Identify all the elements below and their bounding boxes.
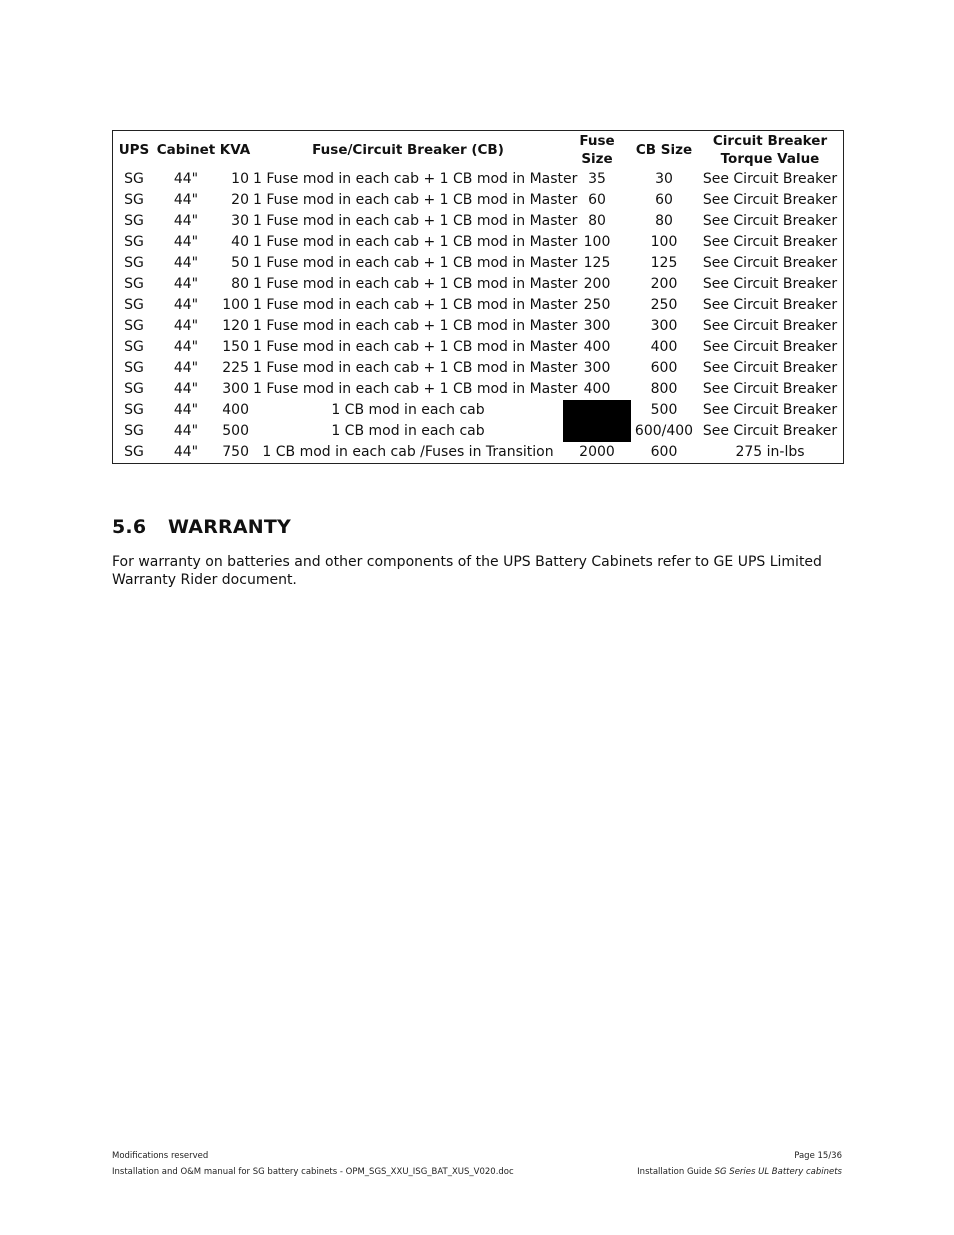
table-row: [113, 232, 844, 253]
table-row: [113, 274, 844, 295]
cell-kva: 100: [222, 297, 249, 313]
cell-cb-size: 600/400: [634, 423, 694, 439]
footer-guide-prefix: Installation Guide: [637, 1167, 712, 1177]
cell-kva: 80: [231, 276, 249, 292]
cell-fuse-cb: 1 Fuse mod in each cab + 1 CB mod in Master: [253, 213, 578, 229]
cell-ups: SG: [124, 360, 144, 376]
cell-cb-size: 400: [650, 339, 678, 355]
cell-cb-size: 100: [650, 234, 678, 250]
table-header: [113, 131, 844, 170]
cell-ups: SG: [124, 276, 144, 292]
cell-cb-size: 200: [650, 276, 678, 292]
cell-cb-size: 125: [650, 255, 678, 271]
cell-cb-size: 30: [655, 171, 673, 187]
cell-torque: See Circuit Breaker: [702, 276, 838, 292]
cell-torque: See Circuit Breaker: [702, 297, 838, 313]
cell-cb-size: 500: [650, 402, 678, 418]
cell-kva: 150: [222, 339, 249, 355]
cell-fuse-size: 100: [583, 234, 611, 250]
cell-torque: See Circuit Breaker: [702, 381, 838, 397]
cell-kva: 225: [222, 360, 249, 376]
cell-kva: 10: [231, 171, 249, 187]
section-number: 5.6: [112, 516, 147, 538]
cell-cabinet: 44": [173, 381, 199, 397]
cell-ups: SG: [124, 171, 144, 187]
cell-fuse-size: 2000: [579, 444, 615, 460]
header-cb-size: CB Size: [635, 142, 693, 158]
cell-cabinet: 44": [173, 318, 199, 334]
cell-ups: SG: [124, 213, 144, 229]
footer-row-1: [112, 1151, 842, 1163]
cell-fuse-cb: 1 Fuse mod in each cab + 1 CB mod in Master: [253, 276, 578, 292]
header-cabinet: Cabinet: [156, 142, 216, 158]
cell-torque: See Circuit Breaker: [702, 192, 838, 208]
warranty-paragraph: For warranty on batteries and other components of the UPS Battery Cabinets refer to GE UPS Limited Warranty Rider document.: [112, 554, 822, 588]
cell-kva: 20: [231, 192, 249, 208]
cell-ups: SG: [124, 318, 144, 334]
cell-cabinet: 44": [173, 297, 199, 313]
table-row: [113, 400, 844, 421]
cell-fuse-size: 35: [588, 171, 606, 187]
cell-cb-size: 80: [655, 213, 673, 229]
header-ups: UPS: [118, 142, 150, 158]
cell-fuse-cb: 1 Fuse mod in each cab + 1 CB mod in Master: [253, 381, 578, 397]
cell-fuse-size: 250: [583, 297, 611, 313]
table-row: [113, 211, 844, 232]
cell-kva: 40: [231, 234, 249, 250]
cell-fuse-cb: 1 Fuse mod in each cab + 1 CB mod in Master: [253, 171, 578, 187]
cell-torque: See Circuit Breaker: [702, 213, 838, 229]
cell-torque: See Circuit Breaker: [702, 339, 838, 355]
cell-ups: SG: [124, 444, 144, 460]
footer-guide-title: [637, 1167, 842, 1178]
cell-fuse-size: 80: [588, 213, 606, 229]
table-row: [113, 190, 844, 211]
cell-ups: SG: [124, 192, 144, 208]
cell-fuse-cb: 1 CB mod in each cab /Fuses in Transition: [262, 444, 554, 460]
cell-cabinet: 44": [173, 255, 199, 271]
cell-cabinet: 44": [173, 423, 199, 439]
cell-fuse-size: 60: [588, 192, 606, 208]
fuse-breaker-table: [112, 130, 844, 464]
cell-kva: 30: [231, 213, 249, 229]
cell-fuse-size-redacted: [563, 421, 631, 442]
cell-fuse-size: 200: [583, 276, 611, 292]
cell-kva: 50: [231, 255, 249, 271]
header-torque: [697, 131, 844, 170]
cell-ups: SG: [124, 402, 144, 418]
section-title: WARRANTY: [168, 516, 291, 538]
table-row: [113, 169, 844, 190]
section-heading: [112, 516, 291, 538]
table-row: [113, 442, 844, 464]
header-kva: KVA: [219, 142, 251, 158]
cell-cb-size: 250: [650, 297, 678, 313]
cell-kva: 300: [222, 381, 249, 397]
cell-torque: See Circuit Breaker: [702, 171, 838, 187]
cell-fuse-cb: 1 Fuse mod in each cab + 1 CB mod in Master: [253, 255, 578, 271]
cell-fuse-size: 300: [583, 318, 611, 334]
cell-cabinet: 44": [173, 192, 199, 208]
cell-cb-size: 300: [650, 318, 678, 334]
cell-ups: SG: [124, 339, 144, 355]
cell-kva: 750: [222, 444, 249, 460]
table-row: [113, 358, 844, 379]
cell-cabinet: 44": [173, 171, 199, 187]
cell-torque: See Circuit Breaker: [702, 255, 838, 271]
table-row: [113, 316, 844, 337]
header-fuse-size: Fuse Size: [579, 133, 615, 167]
cell-fuse-cb: 1 Fuse mod in each cab + 1 CB mod in Master: [253, 318, 578, 334]
cell-torque: 275 in-lbs: [735, 444, 805, 460]
cell-fuse-cb: 1 Fuse mod in each cab + 1 CB mod in Master: [253, 192, 578, 208]
table-row: [113, 379, 844, 400]
cell-cabinet: 44": [173, 360, 199, 376]
footer-guide-series: SG Series UL Battery cabinets: [714, 1167, 842, 1177]
table-row: [113, 421, 844, 442]
cell-torque: See Circuit Breaker: [702, 402, 838, 418]
cell-torque: See Circuit Breaker: [702, 423, 838, 439]
footer-modifications: Modifications reserved: [112, 1151, 209, 1161]
cell-ups: SG: [124, 234, 144, 250]
footer-row-2: [112, 1167, 842, 1179]
cell-fuse-cb: 1 Fuse mod in each cab + 1 CB mod in Master: [253, 234, 578, 250]
header-torque-line2: Torque Value: [720, 151, 820, 167]
cell-cb-size: 600: [650, 360, 678, 376]
cell-cabinet: 44": [173, 234, 199, 250]
cell-ups: SG: [124, 423, 144, 439]
cell-fuse-cb: 1 CB mod in each cab: [331, 402, 485, 418]
cell-cb-size: 60: [655, 192, 673, 208]
cell-cabinet: 44": [173, 339, 199, 355]
cell-fuse-cb: 1 Fuse mod in each cab + 1 CB mod in Master: [253, 297, 578, 313]
cell-ups: SG: [124, 297, 144, 313]
cell-kva: 400: [222, 402, 249, 418]
table-row: [113, 337, 844, 358]
cell-cabinet: 44": [173, 402, 199, 418]
cell-cb-size: 800: [650, 381, 678, 397]
cell-fuse-size: 125: [583, 255, 611, 271]
footer-page-number: Page 15/36: [794, 1151, 842, 1161]
cell-fuse-size-redacted: [563, 400, 631, 421]
cell-kva: 500: [222, 423, 249, 439]
table-header-row: [113, 131, 844, 170]
cell-torque: See Circuit Breaker: [702, 318, 838, 334]
cell-fuse-cb: 1 Fuse mod in each cab + 1 CB mod in Master: [253, 339, 578, 355]
cell-torque: See Circuit Breaker: [702, 234, 838, 250]
table-row: [113, 295, 844, 316]
cell-ups: SG: [124, 255, 144, 271]
header-fuse-cb: Fuse/Circuit Breaker (CB): [312, 142, 504, 158]
cell-fuse-cb: 1 CB mod in each cab: [331, 423, 485, 439]
footer-doc-name: Installation and O&M manual for SG battery cabinets - OPM_SGS_XXU_ISG_BAT_XUS_V020.doc: [112, 1167, 514, 1177]
table-body: [113, 169, 844, 464]
table-row: [113, 253, 844, 274]
cell-kva: 120: [222, 318, 249, 334]
cell-cabinet: 44": [173, 213, 199, 229]
cell-ups: SG: [124, 381, 144, 397]
cell-cabinet: 44": [173, 444, 199, 460]
cell-cabinet: 44": [173, 276, 199, 292]
header-torque-line1: Circuit Breaker: [712, 133, 828, 149]
cell-fuse-cb: 1 Fuse mod in each cab + 1 CB mod in Master: [253, 360, 578, 376]
cell-fuse-size: 400: [583, 381, 611, 397]
cell-fuse-size: 400: [583, 339, 611, 355]
cell-torque: See Circuit Breaker: [702, 360, 838, 376]
cell-fuse-size: 300: [583, 360, 611, 376]
cell-cb-size: 600: [650, 444, 678, 460]
